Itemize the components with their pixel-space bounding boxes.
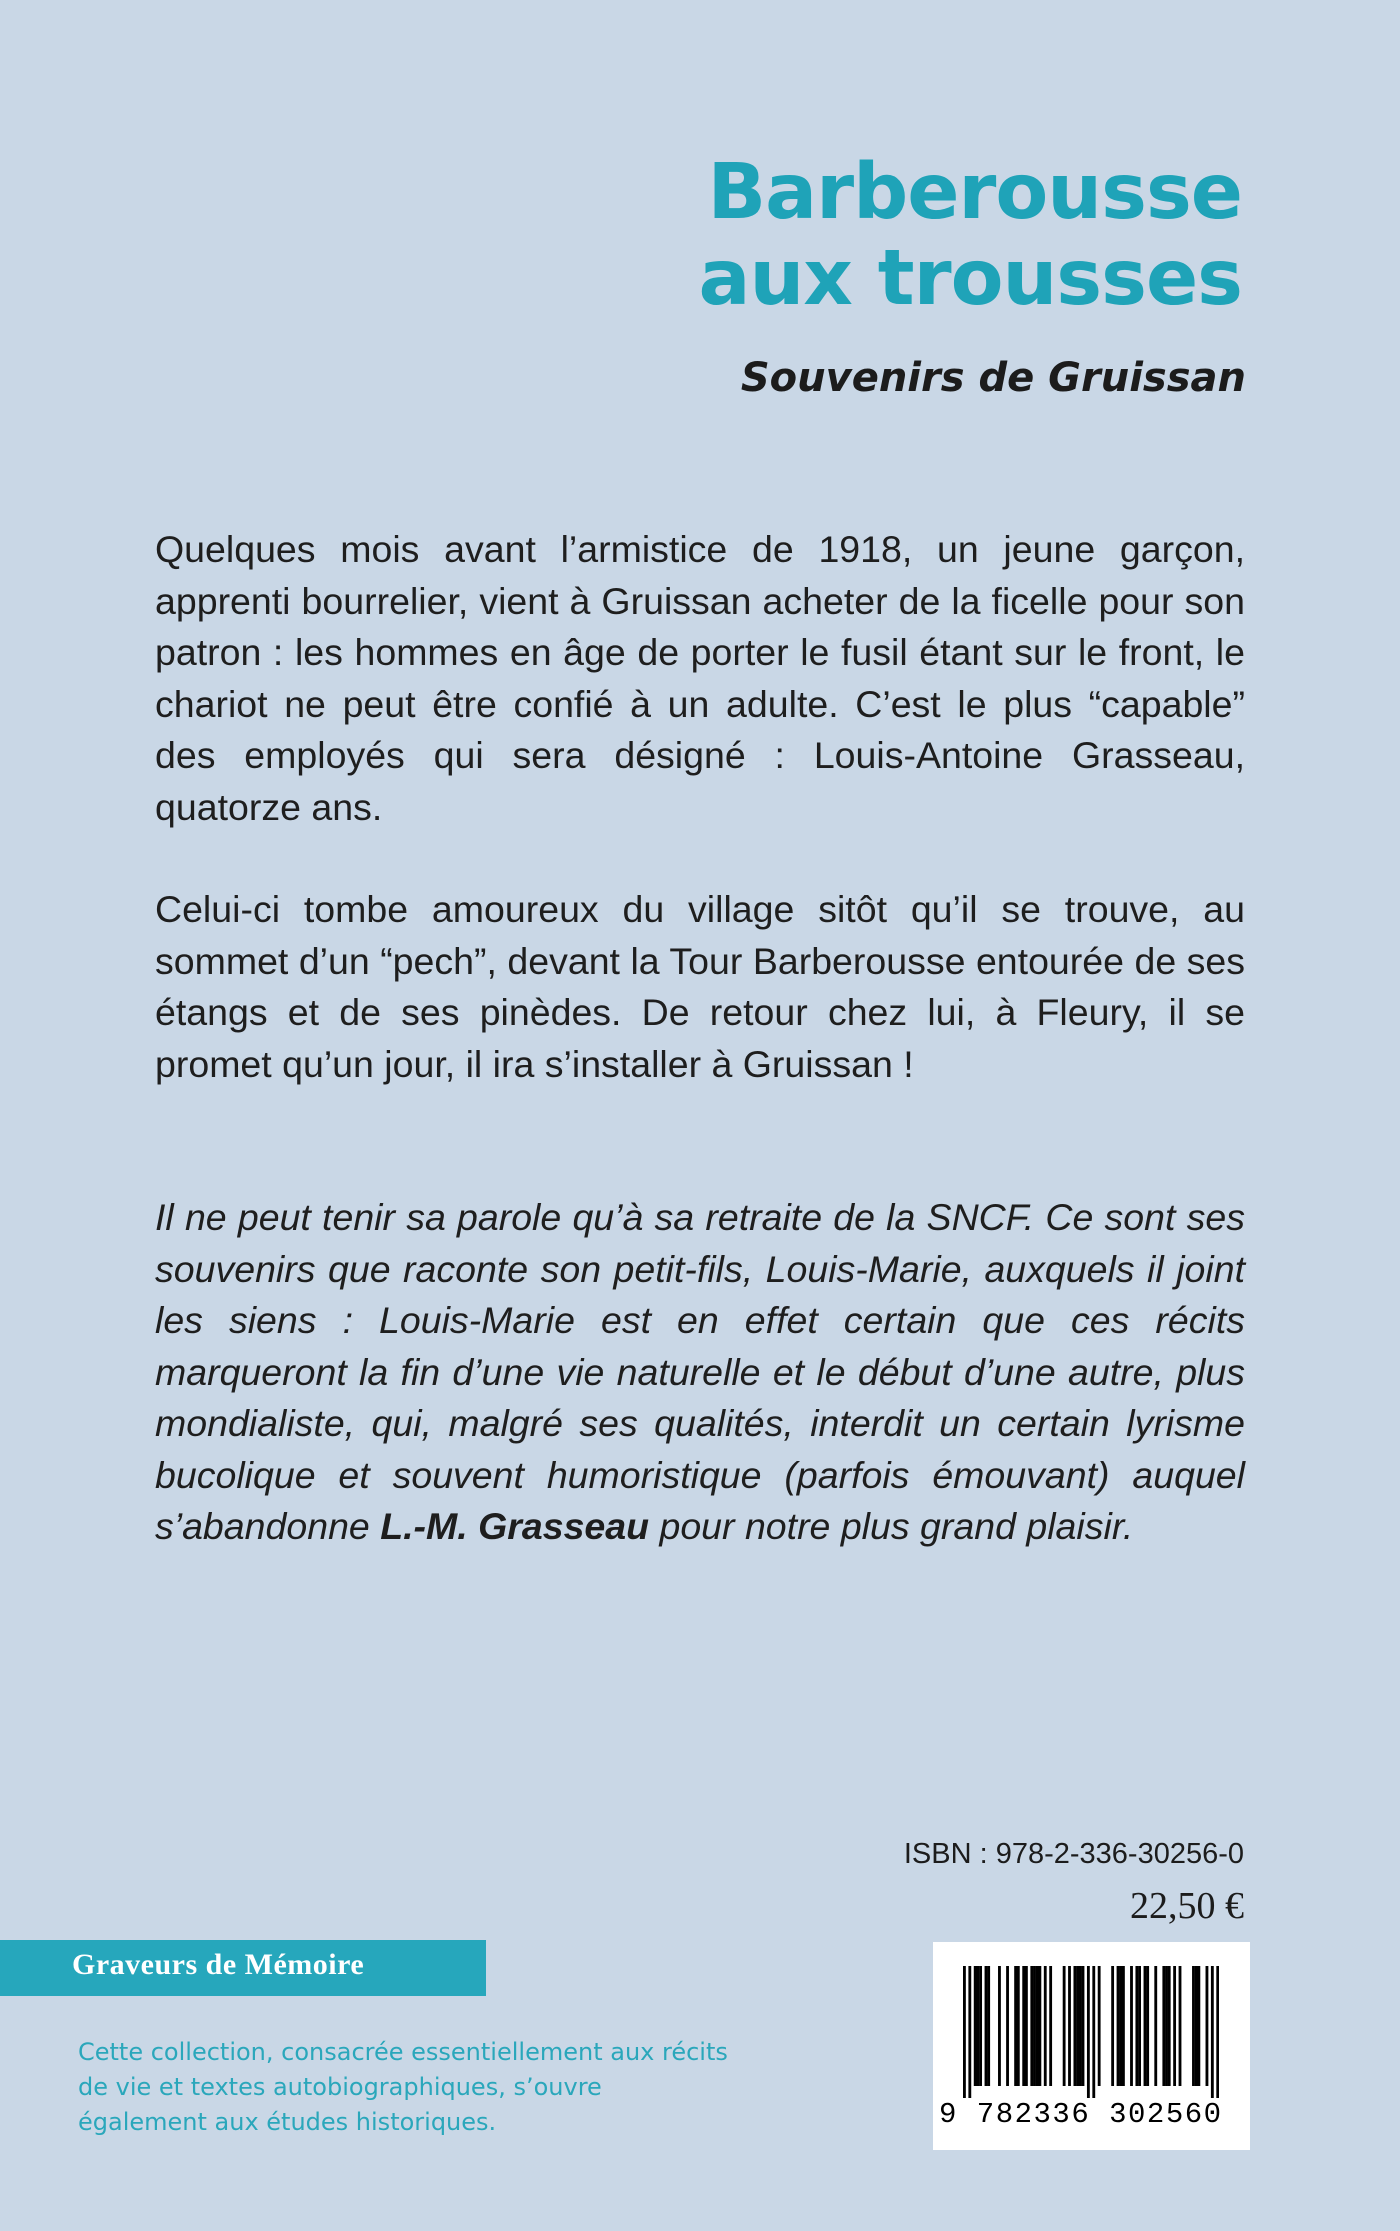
barcode-bar — [1014, 1966, 1017, 2086]
barcode-bar — [1146, 1966, 1149, 2086]
barcode-bar — [1122, 1966, 1125, 2086]
barcode-bar — [1206, 1966, 1209, 2086]
barcode-bar — [1030, 1966, 1033, 2086]
barcode-bar — [1130, 1966, 1133, 2086]
barcode-bar — [1038, 1966, 1041, 2086]
collection-name: Graveurs de Mémoire — [72, 1948, 365, 1981]
barcode-bar — [1049, 1966, 1052, 2086]
summary-paragraph-3 — [155, 1192, 1245, 1553]
collection-banner — [0, 1940, 486, 1996]
barcode-bar — [1216, 1966, 1219, 2098]
barcode-bar — [976, 1966, 979, 2086]
barcode-bar — [1111, 1966, 1114, 2086]
barcode-bar — [1192, 1966, 1195, 2086]
barcode-bar — [1082, 1966, 1085, 2086]
barcode-bar — [1138, 1966, 1141, 2086]
barcode-bar — [968, 1966, 971, 2098]
paragraph-3-text-end: pour notre plus grand plaisir. — [649, 1505, 1134, 1547]
barcode-digits: 9 782336 302560 — [939, 2098, 1223, 2131]
barcode-bar — [1117, 1966, 1120, 2086]
barcode-bar — [1022, 1966, 1025, 2086]
summary-paragraph-1: Quelques mois avant l’armistice de 1918, un jeune garçon, apprenti bourrelier, vient à Gruissan acheter de la ficelle pour son patron : les hommes en âge de porter le fusil étant sur le front, le chariot ne peut être confié à un adulte. C’est le plus “capable” des employés qui sera désigné : Louis-Antoine Grasseau, quatorze ans. — [155, 528, 1245, 828]
barcode-bar — [1017, 1966, 1020, 2086]
title-line-1: Barberousse — [707, 148, 1242, 237]
barcode-bar — [1154, 1966, 1157, 2086]
barcode-bar — [1087, 1966, 1090, 2098]
barcode-bars — [963, 1966, 1219, 2098]
barcode-bar — [1044, 1966, 1047, 2086]
barcode-bar — [1036, 1966, 1039, 2086]
barcode-bar — [1025, 1966, 1028, 2086]
barcode-bar — [1162, 1966, 1165, 2086]
barcode-bar — [1098, 1966, 1101, 2086]
barcode-bar — [1033, 1966, 1036, 2086]
book-subtitle: Souvenirs de Gruissan — [740, 355, 1246, 401]
barcode-bar — [1195, 1966, 1198, 2086]
paragraph-3-text-start: Il ne peut tenir sa parole qu’à sa retraite de la SNCF. Ce sont ses souvenirs que raconte son petit-fils, Louis-Marie, auxquels il joint les siens : Louis-Marie est en effet certain que ces récits marqueront la fin d’une vie naturelle et le début d’une autre, plus mondialiste, qui, malgré ses qualités, interdit un certain lyrisme bucolique et souvent humoristique (parfois émouvant) auquel s’abandonne — [155, 1196, 1245, 1547]
barcode-bar — [987, 1966, 990, 2086]
barcode-bar — [974, 1966, 977, 2086]
barcode-bar — [1179, 1966, 1182, 2086]
barcode-bar — [1211, 1966, 1214, 2098]
barcode-bar — [1197, 1966, 1200, 2086]
barcode-bar — [1092, 1966, 1095, 2098]
price: 22,50 € — [1130, 1885, 1244, 1927]
isbn: ISBN : 978-2-336-30256-0 — [903, 1838, 1244, 1870]
barcode-bar — [1076, 1966, 1079, 2086]
barcode-bar — [1173, 1966, 1176, 2086]
collection-description: Cette collection, consacrée essentiellement aux récits de vie et textes autobiographiques, s’ouvre également aux études historiques. — [78, 2038, 728, 2136]
barcode-bar — [1168, 1966, 1171, 2086]
barcode-bar — [1144, 1966, 1147, 2086]
barcode-bar — [1165, 1966, 1168, 2086]
summary-paragraph-2: Celui-ci tombe amoureux du village sitôt qu’il se trouve, au sommet d’un “pech”, devant la Tour Barberousse entourée de ses étangs et de ses pinèdes. De retour chez lui, à Fleury, il se promet qu’un jour, il ira s’installer à Gruissan ! — [155, 888, 1245, 1085]
barcode-bar — [998, 1966, 1001, 2086]
book-title — [699, 150, 1242, 322]
title-line-2: aux trousses — [698, 234, 1242, 323]
barcode-bar — [1073, 1966, 1076, 2086]
barcode-bar — [985, 1966, 988, 2086]
barcode-bar — [1119, 1966, 1122, 2086]
barcode-bar — [979, 1966, 982, 2086]
barcode-bar — [1135, 1966, 1138, 2086]
barcode-bar — [1063, 1966, 1066, 2086]
barcode-bar — [1068, 1966, 1071, 2086]
barcode-bar — [1079, 1966, 1082, 2086]
barcode-bar — [963, 1966, 966, 2098]
barcode — [933, 1942, 1250, 2150]
author-name: L.-M. Grasseau — [380, 1505, 650, 1547]
barcode-bar — [1006, 1966, 1009, 2086]
